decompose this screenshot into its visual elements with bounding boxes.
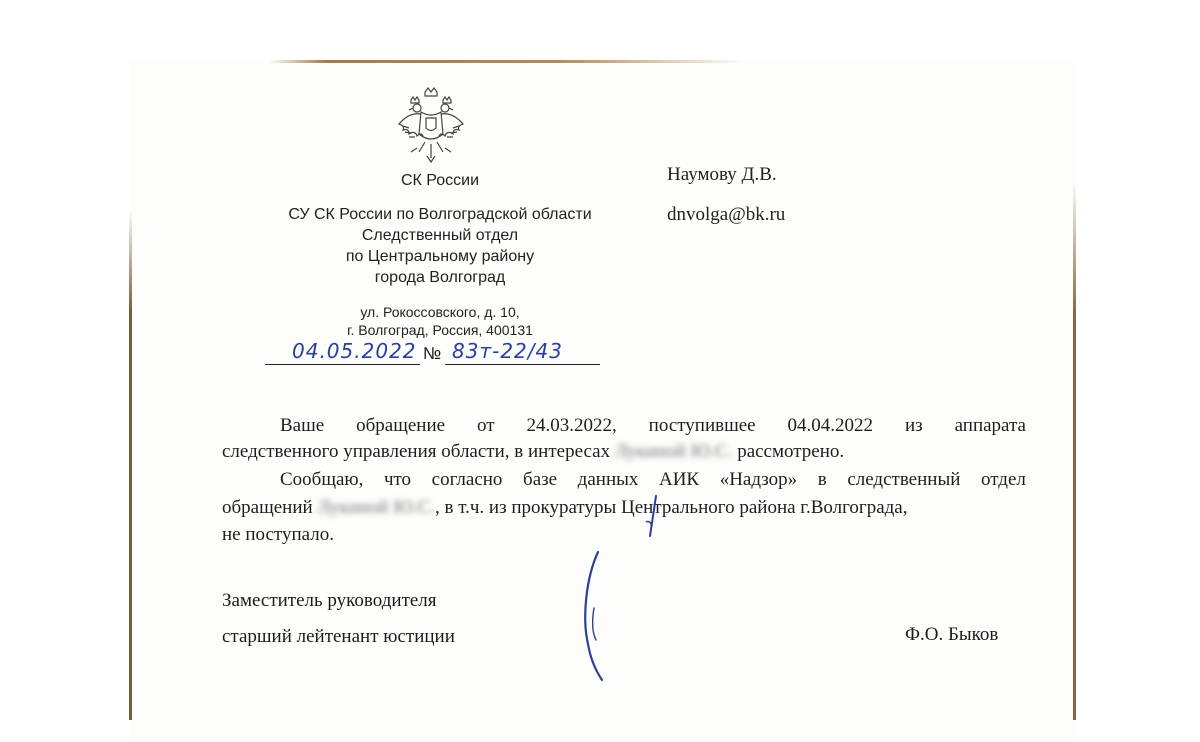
body-p1-line2 [222, 441, 844, 463]
address-line-2: г. Волгоград, Россия, 400131 [347, 322, 533, 338]
registration-date: 04.05.2022 [292, 339, 417, 363]
body-p2-line3: не поступало. [222, 524, 334, 545]
text-segment: рассмотрено. [732, 441, 845, 462]
text-segment: обращений [222, 497, 318, 518]
word: из [904, 415, 923, 436]
recipient-email: dnvolga@bk.ru [667, 204, 786, 225]
address-line-1: ул. Рокоссовского, д. 10, [360, 304, 520, 320]
signatory-name: Ф.О. Быков [905, 624, 999, 645]
word: Сообщаю, [280, 469, 364, 490]
word: базе [523, 469, 558, 490]
word: от [476, 415, 495, 436]
body-p1-line1 [222, 415, 1026, 437]
word: согласно [431, 469, 503, 490]
body-p2-line1 [222, 469, 1026, 491]
word: 24.03.2022, [526, 415, 617, 436]
redacted-name: Лукиной Ю.С. [614, 441, 733, 462]
word: «Надзор» [719, 469, 798, 490]
signatory-rank: старший лейтенант юстиции [222, 626, 455, 647]
date-underline [265, 364, 420, 365]
word: 04.04.2022 [787, 415, 874, 436]
word: следственный [847, 469, 961, 490]
org-header [240, 172, 640, 196]
word: поступившее [648, 415, 756, 436]
number-sign: № [423, 344, 442, 363]
registration-number: 83т-22/43 [452, 339, 563, 363]
paper-top-edge [268, 60, 748, 63]
org-top-line: СК России [400, 172, 480, 189]
body-p2-line2 [222, 497, 908, 519]
word: АИК [658, 469, 700, 490]
word: в [817, 469, 827, 490]
org-line-1: СУ СК России по Волгоградской области [288, 206, 592, 223]
org-name-block [240, 206, 640, 296]
word: обращение [356, 415, 446, 436]
number-underline [445, 364, 600, 365]
paper-left-edge [129, 210, 132, 720]
recipient-name: Наумову Д.В. [667, 164, 777, 185]
handwritten-signature-icon [572, 548, 622, 688]
word: Ваше [280, 415, 325, 436]
paper-right-edge [1073, 180, 1076, 720]
word: данных [577, 469, 639, 490]
coat-of-arms-icon [395, 86, 467, 166]
redacted-name: Лукиной Ю.С. [317, 497, 436, 518]
org-line-4: города Волгоград [374, 269, 506, 286]
pen-mark-icon [640, 492, 670, 542]
text-segment: , в т.ч. из прокуратуры Центрального района г.Волгограда, [435, 497, 908, 518]
text-segment: следственного управления области, в интересах [222, 441, 615, 462]
signatory-position: Заместитель руководителя [222, 590, 437, 611]
org-line-3: по Центральному району [345, 248, 535, 265]
word: что [383, 469, 412, 490]
org-line-2: Следственный отдел [361, 227, 519, 244]
word: отдел [980, 469, 1026, 490]
word: аппарата [954, 415, 1026, 436]
